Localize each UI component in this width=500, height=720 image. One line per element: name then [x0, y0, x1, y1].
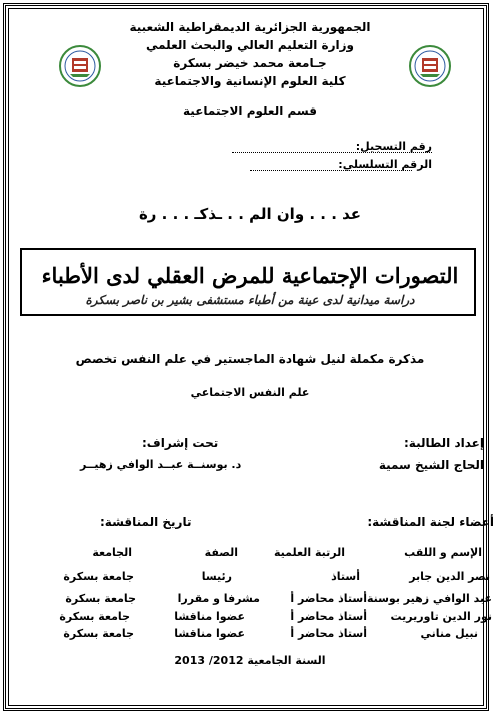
thesis-heading: عد . . . وان الم . . ـذكـ . . . رة: [138, 205, 362, 223]
ministry-name: وزارة التعليم العالي والبحث العلمي: [145, 38, 355, 52]
serial-number-line: [250, 170, 412, 171]
supervisor-label: تحت إشراف:: [142, 436, 219, 450]
committee-label: أعضاء لجنة المناقشة:: [367, 515, 494, 529]
thesis-title: التصورات الإجتماعية للمرض العقلي لدى الأطباء: [41, 263, 459, 288]
registration-number-line: [232, 152, 432, 153]
republic-name: الجمهورية الجزائرية الديمقراطية الشعبية: [129, 20, 371, 34]
member-role: عضوا مناقشا: [174, 627, 245, 640]
member-name: عبد الوافي زهير بوسنة: [366, 592, 492, 605]
column-header-university: الجامعة: [92, 546, 132, 559]
faculty-name: كلية العلوم الإنسانية والاجتماعية: [154, 74, 346, 88]
column-header-name: الإسم و اللقب: [404, 546, 482, 559]
member-university: جامعة بسكرة: [63, 627, 134, 640]
member-role: مشرفا و مقررا: [177, 592, 260, 605]
degree-specialty: علم النفس الاجتماعي: [190, 386, 310, 399]
member-rank: أستاذ محاضر أ: [290, 627, 367, 640]
student-name: الحاج الشيخ سمية: [378, 458, 484, 472]
supervisor-name: د. بوسنــة عبــد الوافي زهيــر: [80, 458, 242, 471]
department-name: قسم العلوم الاجتماعية: [183, 104, 317, 118]
member-university: جامعة بسكرة: [63, 570, 134, 583]
registration-number-label: رقم التسجيل:: [355, 140, 432, 153]
degree-statement: مذكرة مكملة لنيل شهادة الماجستير في علم النفس تخصص: [75, 352, 425, 366]
member-rank: أستاذ محاضر أ: [290, 592, 367, 605]
defense-date-label: تاريخ المناقشة:: [100, 515, 192, 529]
academic-year: السنة الجامعية 2012/ 2013: [174, 654, 326, 667]
member-rank: أستاذ محاضر أ: [290, 610, 367, 623]
member-name: نصر الدين جابر: [409, 570, 490, 583]
member-rank: أستاذ: [331, 570, 360, 583]
serial-number-label: الرقم التسلسلي:: [338, 158, 432, 171]
member-role: رئيسا: [201, 570, 232, 583]
member-name: نور الدين تاوريريت: [390, 610, 492, 623]
student-label: إعداد الطالبة:: [404, 436, 484, 450]
member-name: نبيل مناني: [420, 627, 478, 640]
thesis-subtitle: دراسة ميدانية لدى عينة من أطباء مستشفى بشير بن ناصر بسكرة: [85, 293, 415, 307]
member-university: جامعة بسكرة: [65, 592, 136, 605]
member-role: عضوا مناقشا: [174, 610, 245, 623]
member-university: جامعة بسكرة: [59, 610, 130, 623]
column-header-role: الصفة: [204, 546, 238, 559]
column-header-rank: الرتبة العلمية: [273, 546, 345, 559]
university-name: جـامعة محمد خيضر بسكرة: [173, 56, 327, 70]
